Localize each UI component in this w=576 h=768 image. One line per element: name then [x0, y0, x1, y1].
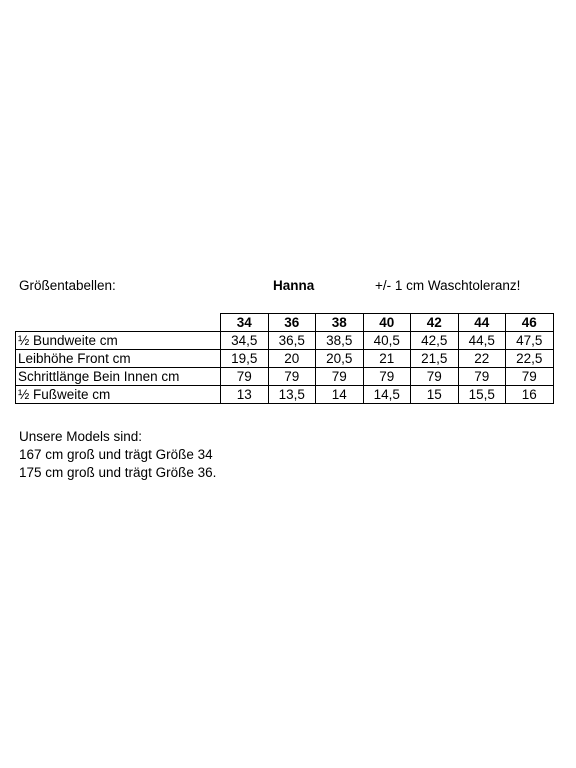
notes-line: 167 cm groß und trägt Größe 34: [19, 447, 213, 462]
row-label: ½ Fußweite cm: [16, 386, 221, 404]
table-cell: 22: [458, 350, 506, 368]
model-name: Hanna: [273, 278, 315, 293]
size-tables-label: Größentabellen:: [19, 278, 116, 293]
size-header-cell: 42: [411, 314, 459, 332]
table-cell: 34,5: [221, 332, 269, 350]
row-label: ½ Bundweite cm: [16, 332, 221, 350]
table-cell: 42,5: [411, 332, 459, 350]
table-cell: 40,5: [363, 332, 411, 350]
table-cell: 79: [268, 368, 316, 386]
table-cell: 19,5: [221, 350, 269, 368]
table-cell: 20,5: [316, 350, 364, 368]
table-cell: 15,5: [458, 386, 506, 404]
notes-line: 175 cm groß und trägt Größe 36.: [19, 465, 217, 480]
size-header-cell: 44: [458, 314, 506, 332]
table-cell: 38,5: [316, 332, 364, 350]
table-cell: 16: [506, 386, 554, 404]
table-cell: 79: [506, 368, 554, 386]
table-cell: 21,5: [411, 350, 459, 368]
table-cell: 14: [316, 386, 364, 404]
table-cell: 44,5: [458, 332, 506, 350]
size-header-row: [16, 314, 554, 332]
size-header-cell: 40: [363, 314, 411, 332]
size-header-cell: 38: [316, 314, 364, 332]
table-corner: [16, 314, 221, 332]
table-cell: 15: [411, 386, 459, 404]
table-cell: 79: [411, 368, 459, 386]
table-cell: 36,5: [268, 332, 316, 350]
size-header-cell: 36: [268, 314, 316, 332]
table-cell: 14,5: [363, 386, 411, 404]
table-cell: 79: [316, 368, 364, 386]
table-row: [16, 350, 554, 368]
table-cell: 13: [221, 386, 269, 404]
table-cell: 47,5: [506, 332, 554, 350]
header-row: [0, 278, 576, 296]
table-row: [16, 332, 554, 350]
wash-tolerance-note: +/- 1 cm Waschtoleranz!: [375, 278, 521, 293]
table-cell: 79: [458, 368, 506, 386]
table-row: [16, 386, 554, 404]
row-label: Schrittlänge Bein Innen cm: [16, 368, 221, 386]
table-cell: 13,5: [268, 386, 316, 404]
size-table: [15, 313, 554, 404]
table-cell: 20: [268, 350, 316, 368]
table-cell: 79: [221, 368, 269, 386]
table-cell: 21: [363, 350, 411, 368]
size-header-cell: 46: [506, 314, 554, 332]
table-row: [16, 368, 554, 386]
table-cell: 22,5: [506, 350, 554, 368]
notes-heading: Unsere Models sind:: [19, 429, 143, 444]
model-notes: [19, 428, 216, 482]
size-header-cell: 34: [221, 314, 269, 332]
table-cell: 79: [363, 368, 411, 386]
row-label: Leibhöhe Front cm: [16, 350, 221, 368]
